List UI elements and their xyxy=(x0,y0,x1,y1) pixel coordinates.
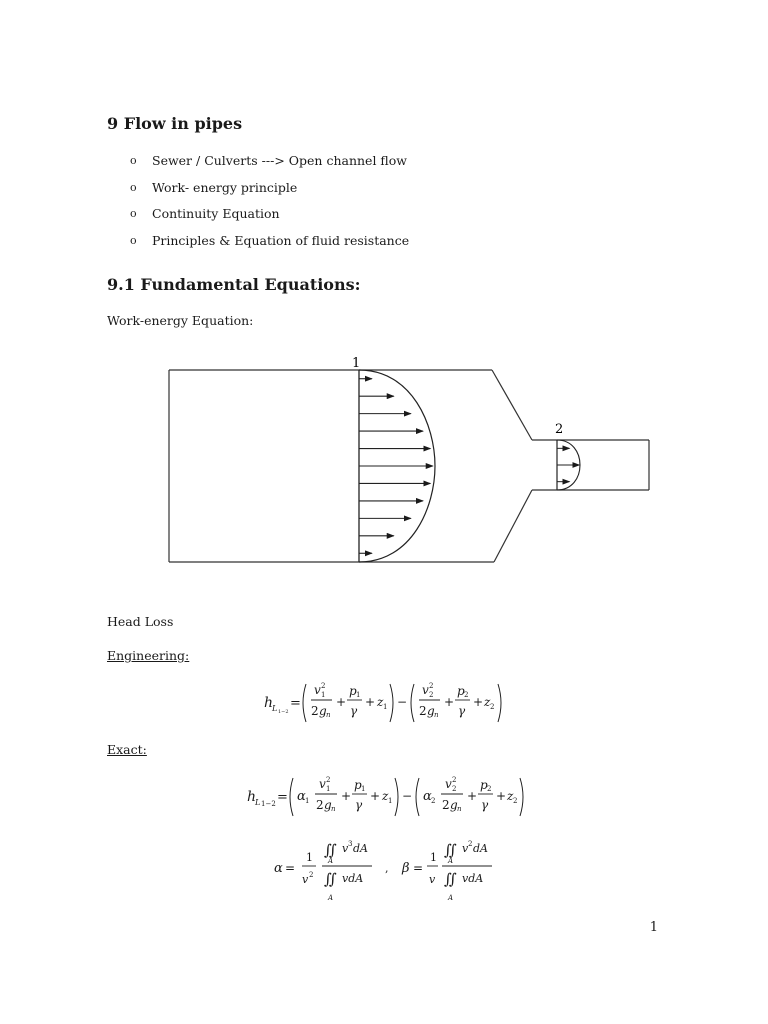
svg-text:2: 2 xyxy=(429,691,434,699)
bullet-text: Sewer / Culverts ---> Open channel flow xyxy=(152,153,407,168)
engineering-label: Engineering: xyxy=(107,648,190,663)
svg-text:h: h xyxy=(247,789,257,805)
svg-text:n: n xyxy=(331,805,336,813)
exact-label: Exact: xyxy=(107,742,147,757)
svg-text:∬: ∬ xyxy=(324,841,337,859)
velocity-profile-section-2 xyxy=(557,440,580,490)
svg-text:2: 2 xyxy=(311,704,319,718)
svg-text:z: z xyxy=(382,789,389,803)
velocity-profile-section-1 xyxy=(359,370,435,562)
svg-text:=: = xyxy=(290,696,301,711)
svg-text:p: p xyxy=(354,778,362,792)
svg-text:n: n xyxy=(434,711,439,719)
svg-text:+: + xyxy=(341,789,352,803)
svg-text:=: = xyxy=(285,861,296,875)
svg-text:γ: γ xyxy=(458,704,466,718)
svg-text:g: g xyxy=(450,798,458,812)
svg-text:g: g xyxy=(319,704,327,718)
svg-text:1: 1 xyxy=(383,703,388,711)
svg-text:2: 2 xyxy=(464,691,469,699)
bullet-text: Work- energy principle xyxy=(152,179,298,195)
exact-head-loss-equation xyxy=(245,772,525,820)
section-2-label: 2 xyxy=(555,422,564,437)
svg-text:α: α xyxy=(297,789,306,804)
bullet-text: Principles & Equation of fluid resistance xyxy=(152,232,410,248)
svg-text:1−2: 1−2 xyxy=(278,709,289,715)
svg-text:2: 2 xyxy=(316,798,324,812)
svg-text:+: + xyxy=(444,695,455,709)
svg-text:p: p xyxy=(480,778,488,792)
svg-text:+: + xyxy=(336,695,347,709)
svg-text:1: 1 xyxy=(356,691,361,699)
svg-text:2: 2 xyxy=(442,798,450,812)
bullet-marker: o xyxy=(130,207,137,220)
svg-text:2: 2 xyxy=(321,682,326,690)
svg-text:β: β xyxy=(402,861,410,876)
svg-text:L: L xyxy=(255,798,261,807)
svg-text:v: v xyxy=(462,842,469,855)
work-energy-label: Work-energy Equation: xyxy=(107,313,254,328)
svg-text:1: 1 xyxy=(388,797,393,805)
svg-text:2: 2 xyxy=(487,785,492,793)
svg-text:+: + xyxy=(365,695,376,709)
svg-text:2: 2 xyxy=(429,682,434,690)
bullet-marker: o xyxy=(130,180,137,194)
svg-text:z: z xyxy=(484,695,491,709)
svg-text:dA: dA xyxy=(353,842,368,855)
svg-text:+: + xyxy=(467,789,478,803)
svg-text:A: A xyxy=(328,857,334,865)
svg-text:1: 1 xyxy=(306,851,313,864)
svg-text:g: g xyxy=(324,798,332,812)
svg-text:v: v xyxy=(429,873,436,886)
list-item xyxy=(130,179,409,206)
svg-text:2: 2 xyxy=(309,871,314,879)
svg-text:2: 2 xyxy=(326,776,331,784)
svg-text:2: 2 xyxy=(452,785,457,793)
svg-text:2: 2 xyxy=(513,797,518,805)
svg-text:,: , xyxy=(385,862,389,875)
svg-text:γ: γ xyxy=(481,798,489,812)
svg-text:z: z xyxy=(507,789,514,803)
svg-text:1: 1 xyxy=(321,691,326,699)
svg-text:+: + xyxy=(473,695,484,709)
svg-text:A: A xyxy=(448,857,454,865)
svg-text:∬: ∬ xyxy=(444,841,457,859)
svg-text:1−2: 1−2 xyxy=(261,800,276,808)
svg-text:A: A xyxy=(448,894,454,902)
svg-text:+: + xyxy=(496,789,507,803)
svg-text:3: 3 xyxy=(348,840,353,848)
svg-text:2: 2 xyxy=(468,840,473,848)
svg-text:1: 1 xyxy=(326,785,331,793)
svg-text:vdA: vdA xyxy=(342,872,364,885)
svg-text:α: α xyxy=(274,861,283,876)
svg-text:γ: γ xyxy=(350,704,358,718)
svg-text:v: v xyxy=(302,873,309,886)
svg-text:2: 2 xyxy=(490,703,495,711)
bullet-marker: o xyxy=(130,154,137,167)
svg-text:α: α xyxy=(423,789,432,804)
section-heading-flow-in-pipes: 9 Flow in pipes xyxy=(107,114,243,133)
svg-text:∬: ∬ xyxy=(444,870,457,888)
svg-text:−: − xyxy=(397,695,408,709)
svg-text:g: g xyxy=(427,704,435,718)
list-item xyxy=(130,205,409,232)
svg-text:v: v xyxy=(422,683,429,697)
correction-factor-equations xyxy=(272,830,497,905)
svg-text:2: 2 xyxy=(452,776,457,784)
svg-text:n: n xyxy=(326,711,331,719)
bullet-list xyxy=(130,152,409,258)
bullet-text: Continuity Equation xyxy=(152,206,280,221)
svg-text:v: v xyxy=(319,777,326,791)
svg-text:p: p xyxy=(349,684,357,698)
section-heading-fundamental-equations: 9.1 Fundamental Equations: xyxy=(107,275,361,294)
svg-text:vdA: vdA xyxy=(462,872,484,885)
svg-text:γ: γ xyxy=(355,798,363,812)
svg-text:v: v xyxy=(314,683,321,697)
svg-text:A: A xyxy=(328,894,334,902)
pipe-contraction-figure xyxy=(160,350,660,565)
svg-text:v: v xyxy=(445,777,452,791)
svg-text:1: 1 xyxy=(305,797,310,805)
head-loss-label: Head Loss xyxy=(107,614,174,629)
list-item xyxy=(130,232,409,259)
svg-text:∬: ∬ xyxy=(324,870,337,888)
engineering-head-loss-equation xyxy=(262,678,507,726)
svg-text:2: 2 xyxy=(431,797,436,805)
svg-text:=: = xyxy=(277,790,288,805)
svg-text:h: h xyxy=(264,695,274,711)
svg-text:dA: dA xyxy=(473,842,488,855)
svg-text:+: + xyxy=(370,789,381,803)
svg-text:1: 1 xyxy=(361,785,366,793)
svg-text:L: L xyxy=(272,704,278,713)
bullet-marker: o xyxy=(130,233,137,247)
svg-text:v: v xyxy=(342,842,349,855)
svg-text:n: n xyxy=(457,805,462,813)
section-1-label: 1 xyxy=(352,356,361,371)
svg-text:2: 2 xyxy=(419,704,427,718)
list-item xyxy=(130,152,409,179)
svg-text:z: z xyxy=(377,695,384,709)
svg-text:=: = xyxy=(413,861,424,875)
svg-text:−: − xyxy=(402,789,413,803)
svg-text:1: 1 xyxy=(430,851,437,864)
svg-text:p: p xyxy=(457,684,465,698)
page-number: 1 xyxy=(649,920,658,935)
